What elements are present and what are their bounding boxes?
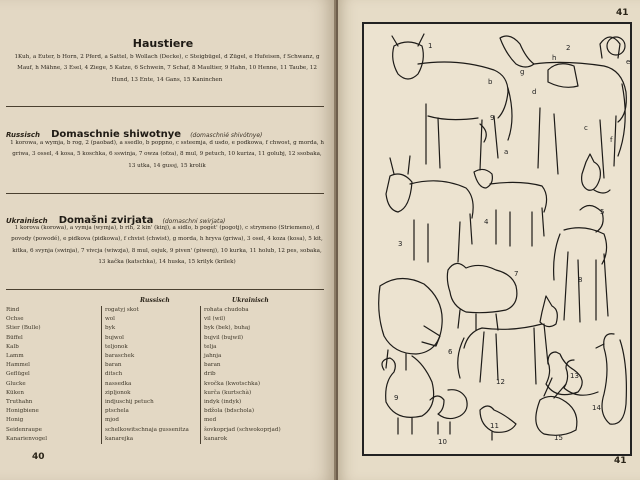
- rooster-figure: [382, 356, 434, 434]
- rabbit-figure: [536, 378, 577, 435]
- vocab-entry: rogatyj skot: [105, 307, 139, 313]
- vocab-entry: indjuschij petuch: [105, 399, 154, 406]
- svg-text:e: e: [626, 58, 630, 66]
- svg-text:h: h: [552, 54, 557, 62]
- section-body-russian: 1 korowa, a wymja, b rog, 2 (paobad), a ssedlo, b poppno, c ssteemja, d usdo, e podkowa, f chwost, g morda, h griwa, 3 ossel, 4 kosa, 5 koschka, 6 sswinja, 7 owza (ofza), 8 mul, 9 petuch, 10 kuriza, 11 golubj, 12 ssobaka, 13 utka, 14 gussj, 15 krolik: [10, 140, 324, 169]
- vocab-entry: kanarok: [204, 435, 228, 442]
- page-number-bottom: 41: [614, 456, 627, 466]
- goat-figure: [474, 169, 547, 246]
- svg-text:15: 15: [554, 434, 563, 442]
- svg-text:13: 13: [570, 372, 579, 380]
- svg-text:12: 12: [496, 378, 505, 386]
- vocab-entry: ptschela: [105, 408, 129, 415]
- vocab-entry: Truthahn: [6, 399, 33, 406]
- sheep-figure: [447, 263, 517, 330]
- page-number: 41: [616, 8, 629, 18]
- svg-text:11: 11: [490, 422, 499, 430]
- page-number: 40: [32, 452, 45, 462]
- section-title-haustiere: Haustiere: [132, 37, 194, 50]
- vocab-entry: Glucke: [6, 380, 26, 387]
- svg-text:c: c: [584, 124, 588, 132]
- right-page: [338, 0, 640, 480]
- vocab-entry: rohata chudoba: [204, 307, 249, 313]
- vocab-entry: drib: [204, 371, 216, 378]
- vocab-entry: baran: [204, 362, 221, 369]
- vocab-entry: wol: [105, 316, 115, 323]
- vocab-entry: baran: [105, 362, 122, 369]
- vocab-entry: indyk (indyk): [204, 399, 242, 406]
- section-subtitle: (domaschnié shivótnye): [190, 132, 263, 139]
- vocab-column-ukrainian: [200, 306, 281, 444]
- vocab-entry: med: [204, 417, 217, 424]
- vocab-entry: ditsch: [105, 371, 123, 378]
- divider: [6, 193, 324, 194]
- svg-text:9: 9: [490, 114, 495, 122]
- vocab-entry: Lamm: [6, 353, 24, 360]
- vocab-entry: nassedka: [105, 380, 132, 387]
- vocab-entry: Honigbiene: [6, 408, 39, 415]
- pig-figure: [379, 278, 443, 370]
- svg-text:6: 6: [448, 348, 453, 356]
- vocab-entry: Stier (Bulle): [6, 325, 41, 332]
- svg-text:d: d: [532, 88, 537, 96]
- vocab-column-german: [6, 306, 47, 444]
- vocab-entry: bujvil (bujwil): [204, 334, 244, 341]
- horse-figure: [500, 36, 626, 178]
- vocab-entry: mjod: [105, 417, 119, 424]
- vocab-entry: Seidenraupe: [6, 426, 42, 433]
- vocab-entry: kanarejka: [105, 435, 134, 442]
- svg-text:9: 9: [394, 394, 399, 402]
- vocab-entry: bdžola (bdschola): [204, 408, 255, 415]
- language-label: Ukrainisch: [6, 217, 48, 225]
- vocab-entry: Küken: [6, 389, 24, 396]
- vocab-entry: vil (wil): [204, 316, 226, 323]
- section-title: Domašni zvirjata: [58, 215, 154, 226]
- vocab-entry: kurča (kurtschà): [204, 389, 252, 396]
- svg-text:3: 3: [398, 240, 403, 248]
- section-subtitle: (domaschni swirjata): [162, 218, 226, 225]
- vocab-entry: Büffel: [6, 334, 23, 341]
- animals-drawing: [364, 24, 630, 454]
- vocab-entry: byk (bek), buhaj: [204, 325, 250, 332]
- vocab-entry: byk: [105, 325, 116, 332]
- svg-text:a: a: [504, 148, 509, 156]
- vocab-entry: schelkowitschnaja gussenitza: [105, 426, 189, 433]
- svg-text:g: g: [520, 68, 525, 76]
- vocab-entry: baraschek: [105, 353, 135, 360]
- vocab-entry: Kalb: [6, 343, 19, 350]
- divider: [6, 289, 324, 290]
- hen-figure: [430, 390, 467, 434]
- svg-text:10: 10: [438, 438, 447, 446]
- vocab-entry: telja: [204, 343, 217, 350]
- vocab-entry: Kanarienvogel: [6, 435, 48, 442]
- cow-figure: [392, 34, 512, 170]
- vocab-entry: Honig: [6, 417, 24, 424]
- vocab-entry: kvočka (kwotschka): [204, 380, 261, 387]
- section-body-german: 1Kuh, a Euter, b Horn, 2 Pferd, a Sattel, b Wollach (Decke), c Steigbügel, d Zügel, e Hufeisen, f Schwanz, g Mauf, h Mähne, 3 Esel, 4 Ziege, 5 Katze, 6 Schwein, 7 Schaf, 8 Maultier, 9 Hahn, 10 Henne, 11 Taube, 12 Hund, 13 Ente, 14 Gans, 15 Kaninchen: [14, 54, 320, 83]
- vocab-entry: šovkoprjad (schwokoprjad): [204, 426, 281, 433]
- svg-text:5: 5: [600, 208, 605, 216]
- vocab-entry: zipljonok: [105, 389, 131, 396]
- vocab-entry: bujwol: [105, 334, 124, 341]
- svg-text:14: 14: [592, 404, 601, 412]
- svg-text:f: f: [610, 136, 613, 144]
- vocab-column-russian: [101, 306, 189, 444]
- vocab-entry: Rind: [6, 307, 20, 313]
- vocab-entry: teljonok: [105, 343, 128, 350]
- svg-text:b: b: [488, 78, 493, 86]
- domestic-animals-illustration: [362, 22, 632, 456]
- svg-text:4: 4: [484, 218, 489, 226]
- vocab-entry: Ochse: [6, 316, 24, 323]
- divider: [6, 106, 324, 107]
- svg-text:8: 8: [578, 276, 583, 284]
- section-title: Domaschnie shiwotnye: [51, 129, 182, 140]
- svg-text:7: 7: [514, 270, 519, 278]
- cat-figure: [582, 154, 610, 193]
- vocab-entry: Geflügel: [6, 371, 30, 378]
- svg-text:2: 2: [566, 44, 571, 52]
- column-header-russian: Russisch: [140, 297, 170, 304]
- column-header-ukrainian: Ukrainisch: [232, 297, 269, 304]
- svg-text:1: 1: [428, 42, 433, 50]
- language-label: Russisch: [6, 131, 41, 139]
- vocab-entry: Hammel: [6, 362, 30, 369]
- foal-figure: [554, 205, 608, 322]
- section-body-ukrainian: 1 korova (korowa), a vymja (wymja), b rih, 2 kin' (kinj), a sidlo, b poget' (pogotj), c strymeno (Striemeno), d povody (powodé), e pidkova (pidkowa), f chvist (chwist), g morda, h hryva (griwa), 3 osel, 4 koza (kosa), 5 kit, kitka, 6 svynja (swinja), 7 vivcja (wiwzja), 8 mul, osjuk, 9 piven' (piwenj), 10 kurka, 11 holub, 12 pes, sobaka, 13 kačka (katschka), 14 huska, 15 krilyk (krilek): [11, 225, 323, 266]
- vocab-entry: jahnja: [204, 353, 222, 360]
